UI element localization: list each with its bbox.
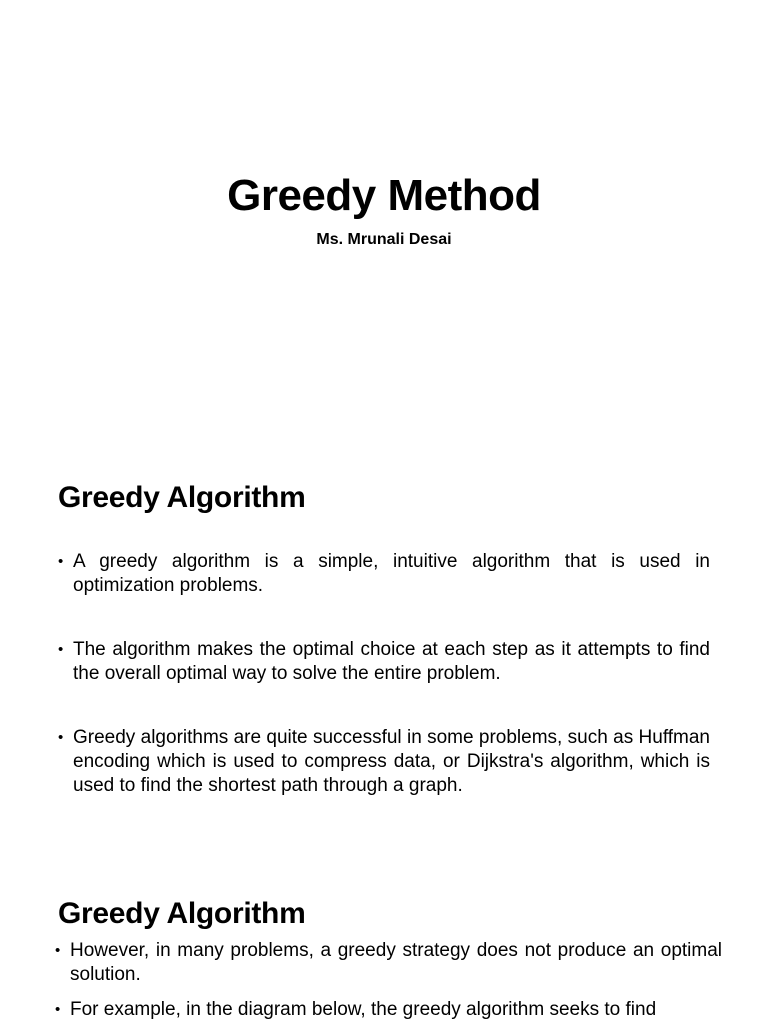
slide-heading: Greedy Algorithm — [58, 481, 306, 514]
bullet-item: • However, in many problems, a greedy strategy does not produce an optimal solution. — [55, 939, 722, 987]
bullet-item: • For example, in the diagram below, the greedy algorithm seeks to find — [55, 998, 722, 1022]
bullet-list — [58, 550, 710, 798]
title-slide — [0, 0, 768, 452]
bullet-item: • The algorithm makes the optimal choice at each step as it attempts to find the overall optimal way to solve the entire problem. — [58, 638, 710, 686]
slide-heading: Greedy Algorithm — [58, 897, 306, 930]
deck-title: Greedy Method — [227, 171, 541, 221]
bullet-item: • A greedy algorithm is a simple, intuitive algorithm that is used in optimization problems. — [58, 550, 710, 598]
bullet-item: • Greedy algorithms are quite successful in some problems, such as Huffman encoding which is used to compress data, or Dijkstra's algorithm, which is used to find the shortest path through a graph. — [58, 726, 710, 798]
bullet-list — [55, 939, 722, 1024]
deck-author: Ms. Mrunali Desai — [316, 231, 452, 248]
slide-greedy-algorithm-limitations — [0, 860, 768, 1024]
slide-greedy-algorithm-intro — [0, 452, 768, 860]
